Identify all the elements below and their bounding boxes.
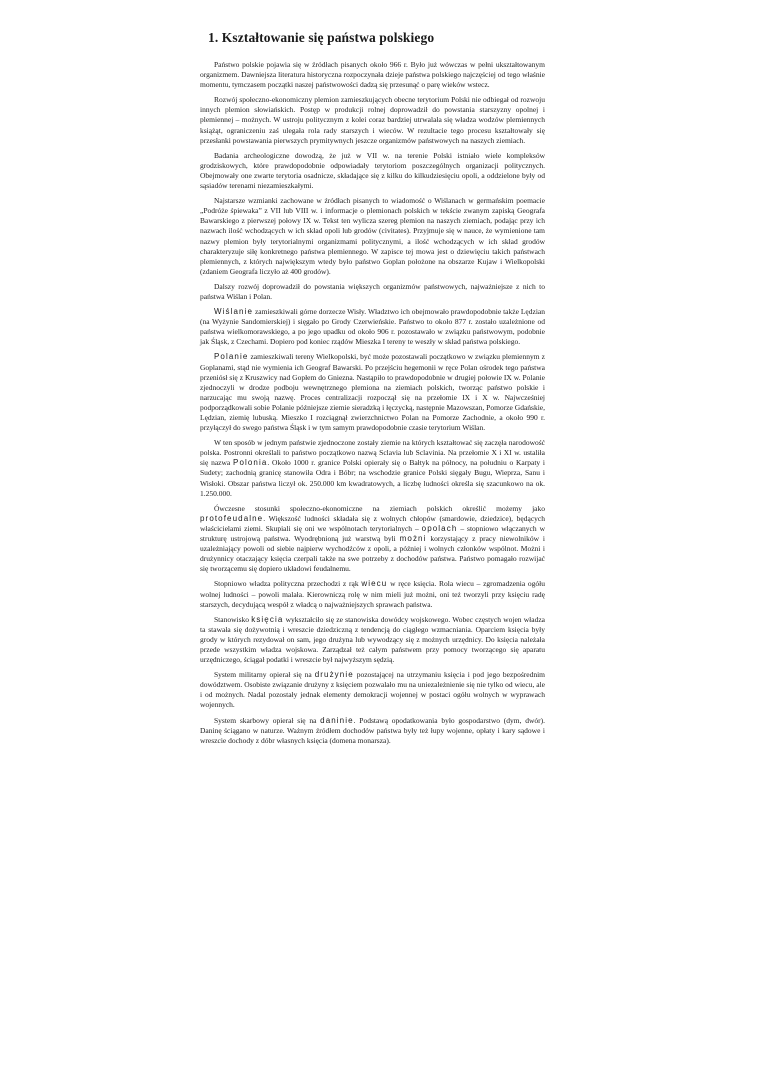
paragraph-text: Rozwój społeczno-ekonomiczny plemion zamieszkujących obecne terytorium Polski nie odbiegał od rozwoju innych plemion słowiańskich. Postęp w produkcji rolnej doprowadził do powstania starszyzny opolnej i plemiennej – możnych. W ustroju politycznym z kolei coraz bardziej utrwalała się władza wodzów plemiennych książąt, ograniczeniu zaś ulegała rola rady starszych i wieców. W rezultacie tego procesu kształtowały się przesłanki powstawania pierwszych prymitywnych jeszcze organizmów państwowych na naszych ziemiach.	[200, 95, 545, 145]
emphasized-term: opolach	[421, 523, 458, 533]
emphasized-term: wiecu	[361, 579, 388, 589]
paragraph-text: – stopniowo włączanych w strukturę ustrojową państwa. Wyodrębnioną już warstwą byli	[200, 523, 545, 544]
page-title: 1. Kształtowanie się państwa polskiego	[208, 30, 435, 45]
paragraph-text: System skarbowy opierał się na	[214, 715, 321, 725]
emphasized-term: Polanie	[214, 352, 249, 362]
paragraph-text: korzystający z pracy niewolników i uzależniający powoli od siebie najpierw wychodźców z opoli, a później i wolnych członków wspólnot. Możni i drużynnicy otaczający księcia czerpali także na swe potrzeby z dochodów państwa. Państwo pomagało rozwijać się tworzącemu się dopiero układowi feudalnemu.	[200, 534, 545, 574]
emphasized-term: Polonia	[233, 458, 268, 468]
paragraph	[200, 60, 545, 90]
emphasized-term: możni	[399, 534, 427, 544]
paragraph	[200, 95, 545, 145]
paragraph-text: Ówczesne stosunki społeczno-ekonomiczne na ziemiach polskich określić możemy jako	[214, 503, 545, 513]
paragraph	[200, 615, 545, 665]
paragraph	[200, 282, 545, 302]
paragraph-text: . Podstawą opodatkowania było gospodarstwo (dym, dwór). Daninę ściągano w naturze. Ważnym źródłem dochodów państwa były też łupy wojenne, opłaty i kary sądowe i wreszcie dochody z dóbr własnych księcia (domena monarsza).	[200, 715, 546, 745]
paragraph	[200, 438, 545, 499]
emphasized-term: drużynie	[314, 670, 354, 680]
document-body	[200, 60, 545, 746]
paragraph	[200, 579, 545, 609]
document-page	[200, 30, 545, 751]
paragraph-text: wykształciło się ze stanowiska dowódcy wojskowego. Wobec częstych wojen władza ta stawała się dożywotnią i wreszcie dziedziczną z tendencją do ciągłego wzmacniania. Oparciem księcia były grody w których rezydował on sam, jego drużyna lub wywodzący się z możnych urzędnicy. Do księcia należała przede wszystkim władza wojskowa. Zarządzał też całym państwem przy pomocy tworzącego się aparatu urzędniczego, ściągał podatki i wreszcie był najwyższym sędzią.	[200, 614, 545, 665]
paragraph-text: W ten sposób w jednym państwie zjednoczone zostały ziemie na których kształtować się zaczęła narodowość polska. Postronni określali to państwo początkowo nazwą Sclavia lub Sclavinia. Na przełomie X i XI w. ustaliła się nazwa	[200, 438, 545, 468]
paragraph	[200, 196, 545, 277]
paragraph	[200, 504, 545, 575]
paragraph-text: Najstarsze wzmianki zachowane w źródłach pisanych to wiadomość o Wiślanach w germańskim poemacie „Podróże śpiewaka” z VII lub VIII w. i informacje o plemionach polskich w tekście zwanym zapiską Geografa Bawarskiego z pierwszej połowy IX w. Tekst ten wylicza szereg plemion na naszych ziemiach, podając przy ich nazwach ilość wchodzących w ich skład opoli lub grodów (civitates). Przyjmuje się w nauce, że wymienione tam nazwy plemion były terytorialnymi organizmami politycznymi, a ilość wchodzących w ich skład grodów charakteryzuje siłę konkretnego państwa plemiennego. W zapisce tej mowa jest o dziewięciu takich państwach plemiennych, z których największym wtedy było państwo Goplan położone na obszarze Kujaw i Wielkopolski (zdaniem Geografa liczyło aż 400 grodów).	[200, 196, 545, 276]
emphasized-term: księcia	[251, 614, 284, 624]
paragraph	[200, 352, 545, 433]
paragraph-text: . Około 1000 r. granice Polski opierały się o Bałtyk na północy, na południu o Karpaty i Sudety; zachodnią granicę stanowiła Odra i Bóbr; na wschodzie granice Polski sięgały Bugu, Wieprza, Sanu i Wisłoki. Obszar państwa liczył ok. 250.000 km kwadratowych, a liczbę ludności określa się szacunkowo na ok. 1.250.000.	[200, 458, 545, 498]
emphasized-term: protofeudalne	[200, 513, 264, 523]
paragraph-text: System militarny opierał się na	[214, 670, 315, 680]
paragraph-text: Państwo polskie pojawia się w źródłach pisanych około 966 r. Było już wówczas w pełni ukształtowanym organizmem. Dawniejsza literatura historyczna rozpoczynała dzieje państwa polskiego najczęściej od tego właśnie momentu, tymczasem początki naszej państwowości dadzą się przesunąć o parę wieków wstecz.	[200, 60, 545, 90]
paragraph-text: Stopniowo władza polityczna przechodzi z rąk	[214, 579, 362, 589]
emphasized-term: daninie	[320, 715, 354, 725]
paragraph-text: zamieszkiwali tereny Wielkopolski, być może pozostawali początkowo w związku plemiennym z Goplanami, stąd nie wymienia ich Geograf Bawarski. Po przejściu hegemonii w ręce Polan ośrodek tego państwa przeniósł się z Kruszwicy nad Gopłem do Gniezna. Nastąpiło to prawdopodobnie w drugiej połowie IX w. Polanie zjednoczyli w drodze podboju wewnętrznego plemiona na ziemiach polskich, tworząc państwo polskie i narzucając mu swoją nazwę. Proces centralizacji rozpoczął się na przełomie IX i X w. Najwcześniej podporządkowali sobie Polanie późniejsze ziemie sieradzką i łęczycką, następnie Mazowszan, Pomorze Gdańskie, Lędzian, ziemię lubuską. Mieszko I rozciągnął zwierzchnictwo Polan na Pomorze Zachodnie, a około 990 r. przyłączył do swego państwa Śląsk i w tym samym prawdopodobnie czasie terytorium Wiślan.	[200, 352, 545, 433]
paragraph-text: Badania archeologiczne dowodzą, że już w VII w. na terenie Polski istniało wiele kompleksów grodziskowych, które prawdopodobnie odpowiadały terytoriom poszczególnych organizacji politycznych. Obejmowały one zwarte terytoria osadnicze, składające się z kilku do kilkudziesięciu opoli, a oddzielone były od sąsiadów terenami niezamieszkałymi.	[200, 150, 545, 191]
paragraph-text: w ręce księcia. Rola wiecu – zgromadzenia ogółu wolnej ludności – powoli malała. Kierowniczą rolę w nim mieli już możni, oni też tworzyli przy księciu radę starszych, decydującą wespół z władcą o najważniejszych sprawach państwa.	[200, 579, 545, 609]
paragraph-text: . Większość ludności składała się z wolnych chłopów (smardowie, dziedzice), będących właścicielami ziemi. Skupiali się oni we wspólnotach terytorialnych –	[200, 513, 545, 533]
paragraph	[200, 307, 545, 347]
paragraph	[200, 670, 545, 710]
paragraph-text: Stanowisko	[214, 614, 252, 624]
paragraph-text: Dalszy rozwój doprowadził do powstania większych organizmów państwowych, najważniejsze z nich to państwa Wiślan i Polan.	[200, 281, 545, 301]
paragraph-text: pozostającej na utrzymaniu księcia i pod jego bezpośrednim dowództwem. Osobiste związanie drużyny z księciem pozwalało mu na uniezależnienie się nie tylko od wiecu, ale i od możnych. Nadal pozostały jednak elementy demokracji wojennej w postaci ogółu wolnych w wyprawach wojennych.	[200, 670, 545, 710]
paragraph	[200, 716, 545, 746]
paragraph	[200, 151, 545, 191]
paragraph-text: zamieszkiwali górne dorzecze Wisły. Władztwo ich obejmowało prawdopodobnie także Lędzian (na Wyżynie Sandomierskiej) i sięgało po Grody Czerwieńskie. Państwo to około 877 r. zostało uzależnione od państwa wielkomorawskiego, a po jego upadku od około 906 r. pozostawało w związku państwowym, podobnie jak Śląsk, z Czechami. Dopiero pod koniec rządów Mieszka I tereny te weszły w skład państwa polskiego.	[200, 307, 545, 347]
emphasized-term: Wiślanie	[214, 307, 254, 317]
